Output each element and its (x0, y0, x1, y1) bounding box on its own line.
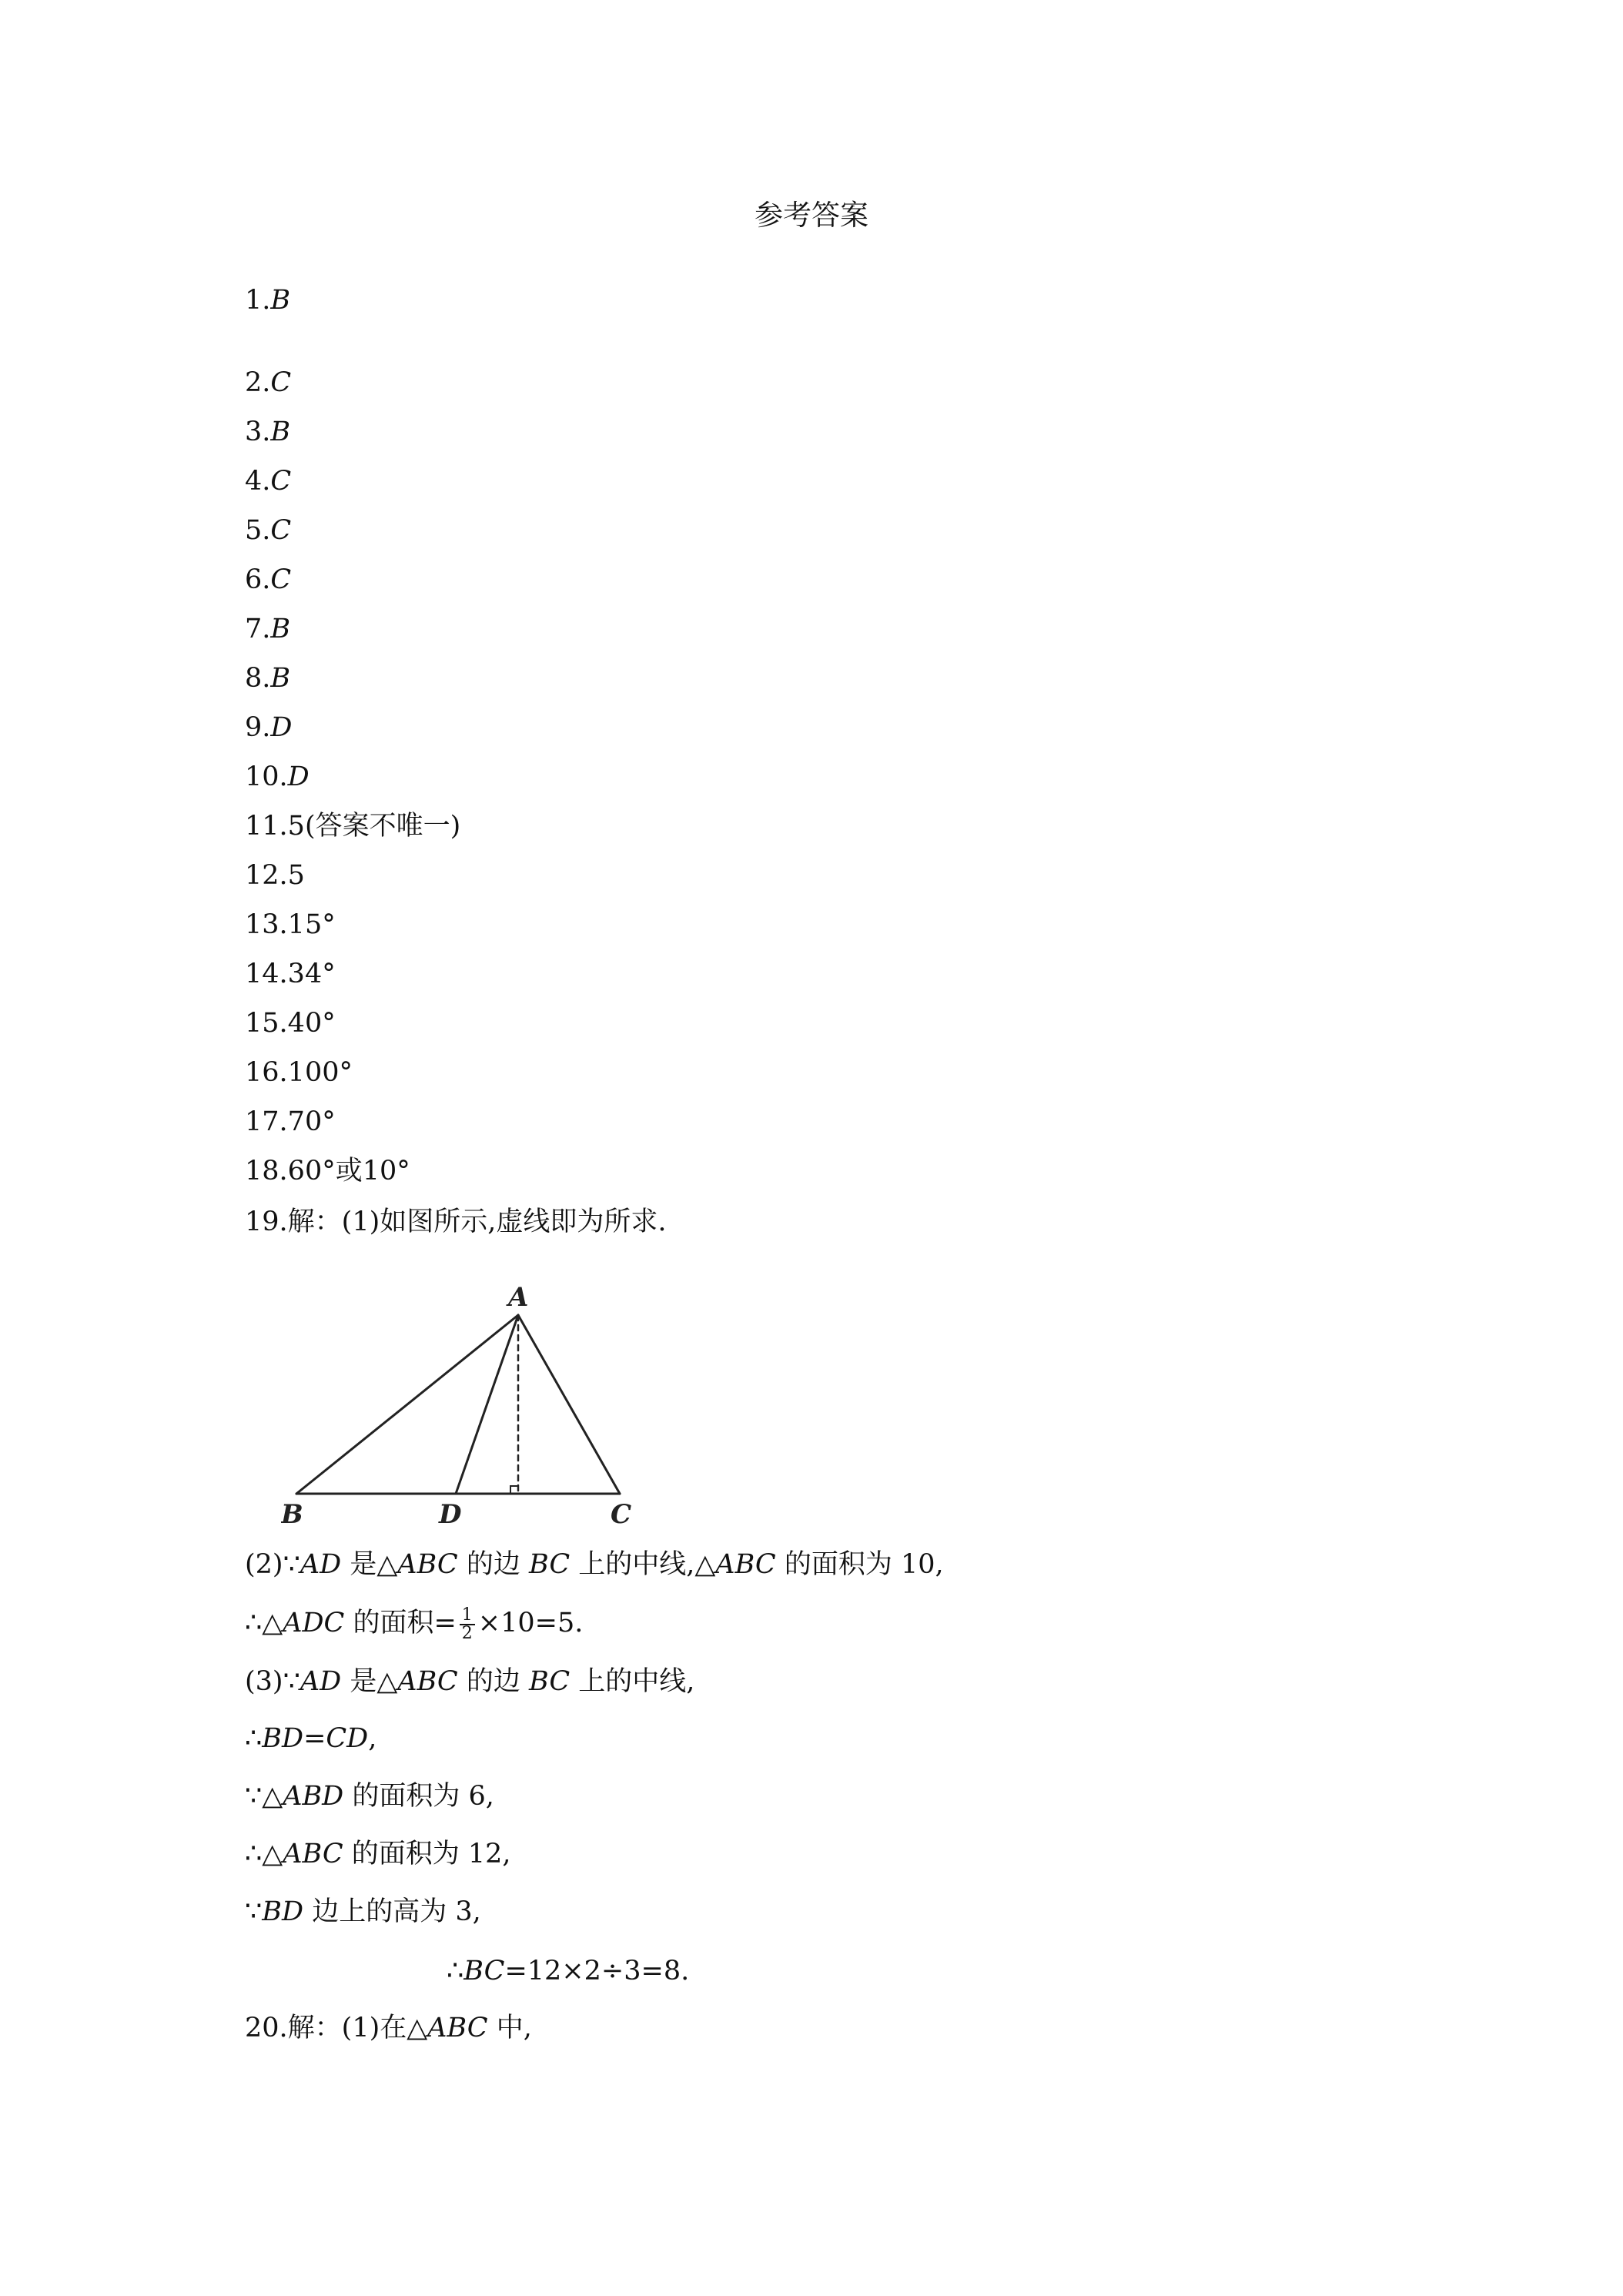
fraction-one-half: $\frac{1}{2}$ (460, 1607, 475, 1642)
answer-value: 70° (287, 1106, 336, 1137)
page-title: 参考答案 (755, 199, 868, 232)
answer-value: D (270, 712, 293, 743)
answer-number: 9. (245, 712, 271, 743)
answer-number: 14. (245, 959, 288, 989)
answer-item-10 (245, 760, 310, 794)
answer-number: 7. (245, 614, 271, 644)
answer-number: 10. (245, 761, 288, 792)
q19-part2-line1: (2)∵AD 是△ABC 的边 BC 上的中线,△ABC 的面积为 10, (245, 1549, 944, 1580)
answer-number: 5. (245, 515, 271, 546)
answer-item-2 (245, 366, 291, 400)
q19-part3-line5: ∵BD 边上的高为 3, (245, 1896, 481, 1927)
label-d: D (439, 1499, 462, 1530)
label-a: A (508, 1282, 529, 1313)
answer-value: 15° (287, 909, 336, 940)
answer-number: 17. (245, 1106, 288, 1137)
answer-item-3 (245, 415, 290, 449)
label-c: C (611, 1499, 632, 1530)
answer-item-12 (245, 858, 305, 892)
triangle-figure (281, 1278, 651, 1544)
side-ab (296, 1315, 518, 1494)
answer-value: B (270, 663, 291, 694)
answer-value: 34° (287, 959, 336, 989)
answer-number: 2. (245, 367, 271, 398)
answer-value: C (270, 564, 292, 595)
answer-item-11 (245, 809, 460, 843)
answer-value: 100° (287, 1057, 353, 1088)
answer-item-14 (245, 957, 336, 991)
q19-part2-line2: ∴△ADC 的面积= $\frac{1}{2}$ ×10=5. (245, 1605, 584, 1643)
answer-value: D (287, 761, 310, 792)
answer-item-5 (245, 514, 291, 547)
answer-value: 5 (287, 860, 305, 891)
answer-number: 4. (245, 466, 271, 497)
answer-number: 13. (245, 909, 288, 940)
answer-value: B (270, 285, 291, 316)
answer-number: 15. (245, 1008, 288, 1039)
answer-value: 5(答案不唯一) (287, 811, 461, 842)
answer-item-4 (245, 464, 291, 498)
answer-item-7 (245, 612, 290, 646)
answer-item-8 (245, 661, 290, 695)
answer-number: 12. (245, 860, 288, 891)
answer-item-9 (245, 711, 292, 745)
answer-item-1 (245, 283, 290, 317)
answer-value: C (270, 466, 292, 497)
answer-item-15 (245, 1006, 336, 1040)
q19-part3-line4: ∴△ABC 的面积为 12, (245, 1839, 511, 1869)
answer-value: 40° (287, 1008, 336, 1039)
median-ad (456, 1315, 518, 1494)
answer-item-6 (245, 563, 291, 597)
answer-value: B (270, 614, 291, 644)
answer-value: C (270, 515, 292, 546)
q19-intro: 19.解：(1)如图所示,虚线即为所求. (245, 1207, 667, 1237)
answer-value: 60°或10° (287, 1156, 410, 1186)
q19-part3-line3: ∵△ABD 的面积为 6, (245, 1781, 494, 1812)
label-b: B (281, 1499, 303, 1530)
answer-number: 1. (245, 285, 271, 316)
q19-part3-result: ∴BC=12×2÷3=8. (447, 1956, 690, 1986)
answer-item-18 (245, 1154, 410, 1188)
answer-number: 18. (245, 1156, 288, 1186)
q19-part3-line2: ∴BD=CD, (245, 1723, 377, 1754)
answer-number: 8. (245, 663, 271, 694)
answer-item-13 (245, 908, 336, 942)
q20-intro: 20.解：(1)在△ABC 中, (245, 2013, 532, 2043)
answer-number: 6. (245, 564, 271, 595)
answer-number: 3. (245, 417, 271, 447)
q19-part3-line1: (3)∵AD 是△ABC 的边 BC 上的中线, (245, 1666, 695, 1697)
answer-number: 11. (245, 811, 288, 842)
answer-value: C (270, 367, 292, 398)
answer-number: 16. (245, 1057, 288, 1088)
answer-item-16 (245, 1056, 353, 1089)
answer-value: B (270, 417, 291, 447)
answer-item-17 (245, 1105, 336, 1139)
side-ac (518, 1315, 620, 1494)
